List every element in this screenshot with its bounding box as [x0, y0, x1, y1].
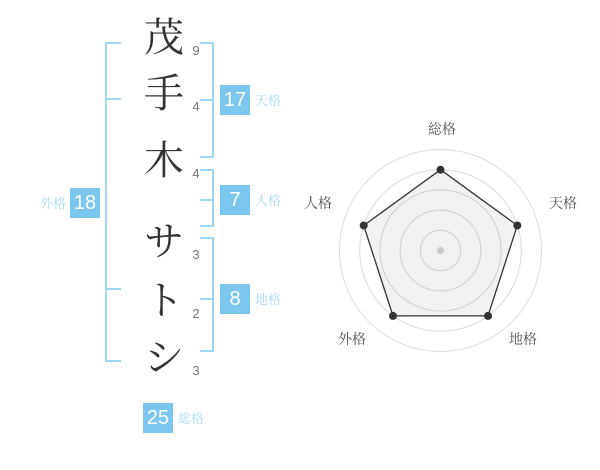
- radar-axis-label: 人格: [304, 195, 332, 211]
- radar-data-polygon: [364, 170, 518, 316]
- gaikaku-bracket-tick-lower: [105, 288, 121, 290]
- gaikaku-score-badge: 18: [70, 188, 100, 218]
- radar-axis-label: 総格: [428, 121, 456, 137]
- name-character: 木: [144, 139, 184, 183]
- jinkaku-score-badge: 7: [220, 185, 250, 215]
- stroke-count: 2: [192, 306, 200, 321]
- name-character: シ: [144, 336, 184, 380]
- radar-data-point: [513, 222, 521, 230]
- gaikaku-bracket-line: [105, 42, 107, 362]
- radar-data-point: [389, 312, 397, 320]
- gaikaku-label: 外格: [40, 196, 67, 211]
- radar-axis-label: 地格: [509, 331, 537, 347]
- jinkaku-label: 人格: [255, 193, 282, 208]
- jinkaku-bracket-line: [212, 169, 214, 227]
- stroke-count: 4: [192, 166, 200, 181]
- chikaku-bracket-tick-top: [200, 237, 213, 239]
- chikaku-bracket-tick-bottom: [200, 350, 213, 352]
- tenkaku-bracket-tick-bottom: [200, 156, 213, 158]
- gaikaku-bracket-tick-bottom: [105, 360, 121, 362]
- soukaku-score-badge: 25: [143, 403, 173, 433]
- soukaku-label: 総格: [178, 411, 205, 426]
- stroke-count: 3: [192, 247, 200, 262]
- radar-axis-label: 外格: [338, 331, 366, 347]
- radar-data-point: [360, 222, 368, 230]
- tenkaku-score-badge: 17: [220, 85, 250, 115]
- radar-data-point: [484, 312, 492, 320]
- chikaku-bracket-line: [212, 237, 214, 352]
- gaikaku-bracket-tick-top: [105, 42, 121, 44]
- radar-data-point: [437, 166, 445, 174]
- radar-center-dot: [437, 247, 444, 254]
- tenkaku-label: 天格: [255, 93, 282, 108]
- name-character: ト: [144, 279, 184, 323]
- jinkaku-bracket-tick-bottom: [200, 225, 213, 227]
- chikaku-bracket-tick-mid: [200, 298, 213, 300]
- name-character: 手: [144, 72, 184, 116]
- name-character: 茂: [144, 16, 184, 60]
- stroke-count: 4: [192, 99, 200, 114]
- stroke-count: 9: [192, 43, 200, 58]
- radar-axis-label: 天格: [549, 195, 577, 211]
- chikaku-label: 地格: [255, 292, 282, 307]
- name-character: サ: [144, 220, 184, 264]
- stroke-count: 3: [192, 363, 200, 378]
- gaikaku-bracket-tick-upper: [105, 98, 121, 100]
- chikaku-score-badge: 8: [220, 284, 250, 314]
- jinkaku-bracket-tick-mid: [200, 199, 213, 201]
